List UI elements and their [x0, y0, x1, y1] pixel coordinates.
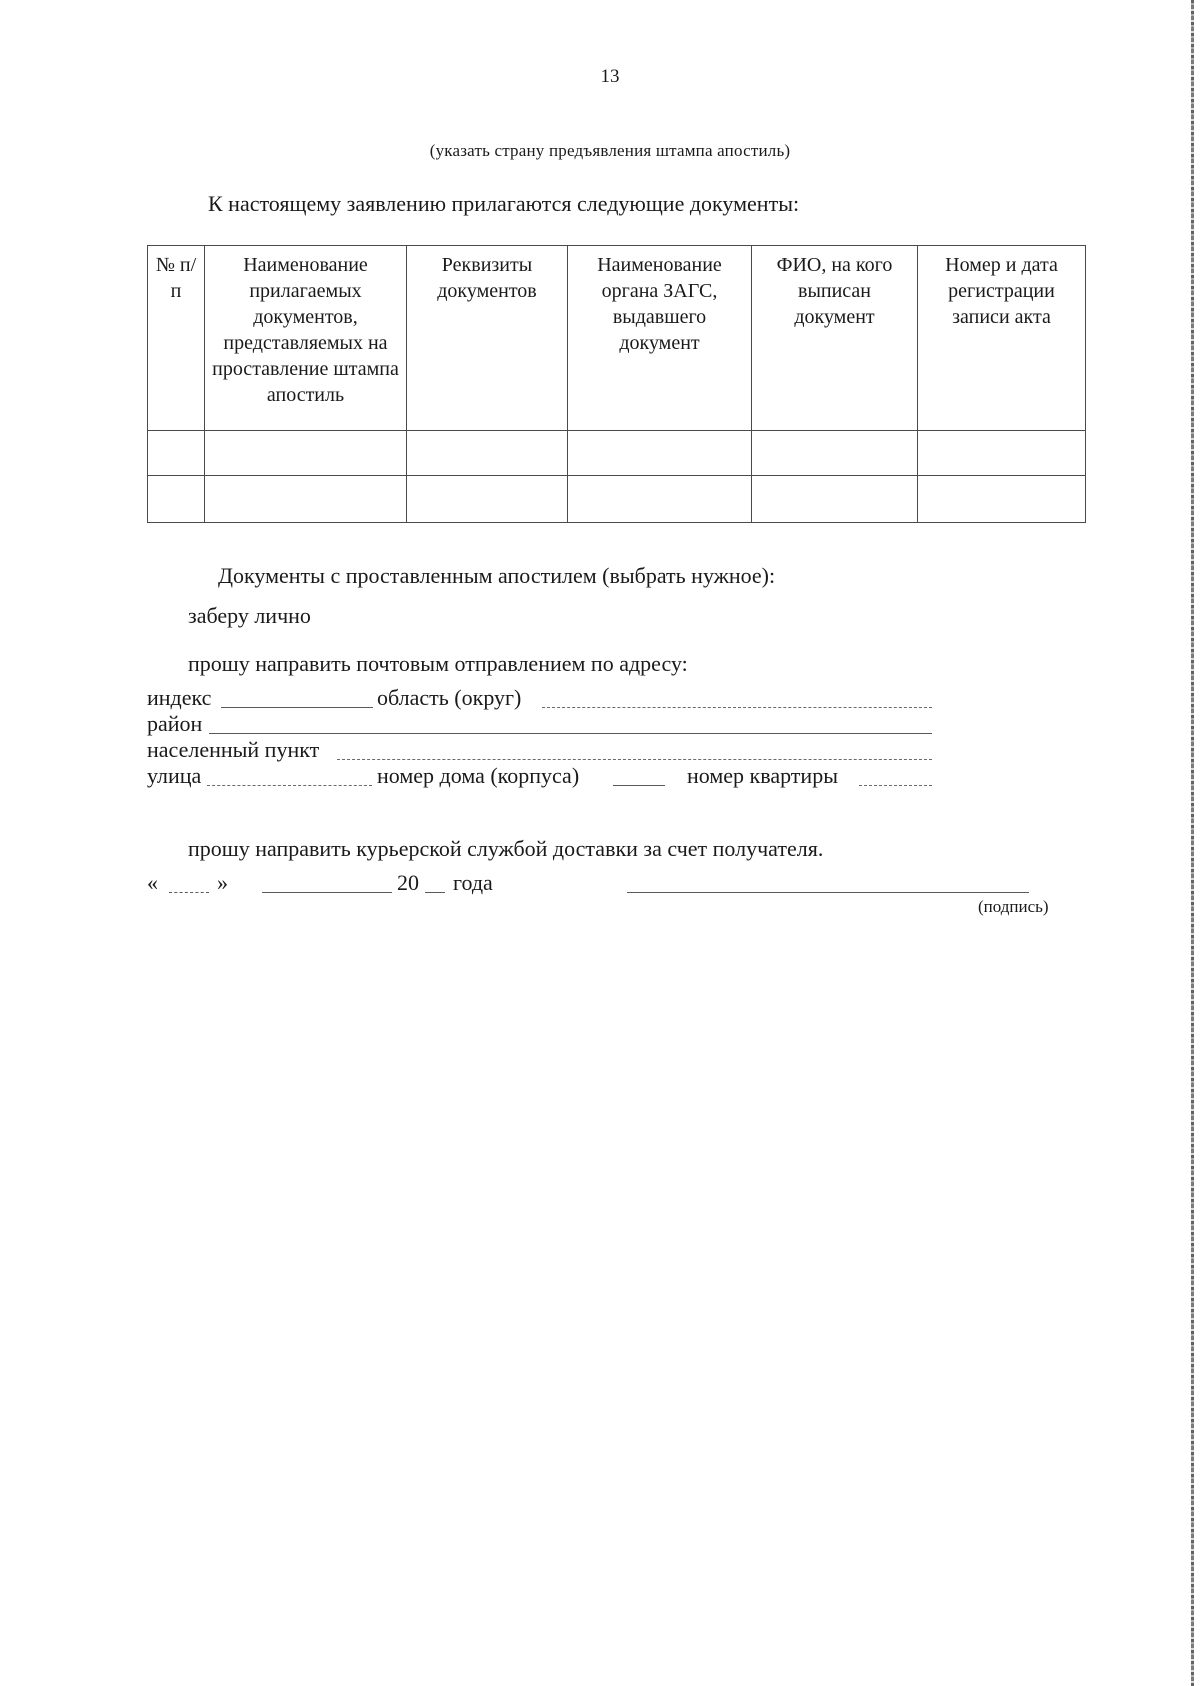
- district-field[interactable]: [209, 733, 932, 734]
- table-cell[interactable]: [752, 476, 918, 523]
- page-number: 13: [600, 66, 620, 87]
- table-cell[interactable]: [568, 476, 752, 523]
- signature-field[interactable]: [627, 892, 1029, 893]
- house-label: номер дома (корпуса): [377, 763, 580, 788]
- col-header-document-name: Наименование прилагаемых документов, представляемых на проставление штампа апостиль: [205, 246, 407, 431]
- table-row: [148, 431, 1086, 476]
- option-postal-delivery[interactable]: прошу направить почтовым отправлением по адресу:: [188, 651, 688, 676]
- table-cell[interactable]: [918, 431, 1086, 476]
- year-suffix: года: [453, 870, 493, 895]
- signature-caption: (подпись): [978, 897, 1049, 916]
- address-row-locality: [147, 735, 932, 763]
- table-cell[interactable]: [918, 476, 1086, 523]
- scan-edge: [1191, 0, 1194, 1686]
- table-cell[interactable]: [407, 431, 568, 476]
- option-pickup-personally[interactable]: заберу лично: [188, 603, 311, 628]
- table-cell[interactable]: [568, 431, 752, 476]
- street-label: улица: [147, 763, 202, 788]
- street-field[interactable]: [207, 785, 372, 786]
- delivery-choice-heading: Документы с проставленным апостилем (выбрать нужное):: [218, 563, 776, 588]
- month-field[interactable]: [262, 892, 392, 893]
- table-cell[interactable]: [148, 476, 205, 523]
- year-field[interactable]: [425, 892, 445, 893]
- address-row-district: [147, 709, 932, 737]
- table-cell[interactable]: [205, 476, 407, 523]
- year-prefix: 20: [397, 870, 419, 895]
- region-label: область (округ): [377, 685, 522, 710]
- locality-label: населенный пункт: [147, 737, 320, 762]
- address-row-street-house: [147, 761, 932, 789]
- table-cell[interactable]: [148, 431, 205, 476]
- index-label: индекс: [147, 685, 212, 710]
- col-header-number: № п/п: [148, 246, 205, 431]
- col-header-requisites: Реквизиты документов: [407, 246, 568, 431]
- col-header-registry-office: Наименование органа ЗАГС, выдавшего документ: [568, 246, 752, 431]
- district-label: район: [147, 711, 203, 736]
- col-header-full-name: ФИО, на кого выписан документ: [752, 246, 918, 431]
- table-cell[interactable]: [205, 431, 407, 476]
- table-header-row: [148, 246, 1086, 431]
- option-courier-delivery[interactable]: прошу направить курьерской службой доставки за счет получателя.: [188, 836, 824, 861]
- date-open-quote: «: [147, 870, 158, 895]
- index-field[interactable]: [221, 707, 373, 708]
- apartment-label: номер квартиры: [687, 763, 838, 788]
- attachments-heading: К настоящему заявлению прилагаются следующие документы:: [208, 191, 800, 216]
- col-header-record-number-date: Номер и дата регистрации записи акта: [918, 246, 1086, 431]
- region-field[interactable]: [542, 707, 932, 708]
- date-signature-row: [147, 866, 1047, 896]
- apartment-field[interactable]: [859, 785, 932, 786]
- country-note: (указать страну предъявления штампа апостиль): [429, 141, 791, 160]
- table-row: [148, 476, 1086, 523]
- locality-field[interactable]: [337, 759, 932, 760]
- day-field[interactable]: [169, 892, 209, 893]
- house-field[interactable]: [613, 785, 665, 786]
- address-row-index-region: [147, 683, 932, 711]
- documents-table: [147, 245, 1086, 523]
- table-cell[interactable]: [407, 476, 568, 523]
- date-close-quote: »: [217, 870, 228, 895]
- table-cell[interactable]: [752, 431, 918, 476]
